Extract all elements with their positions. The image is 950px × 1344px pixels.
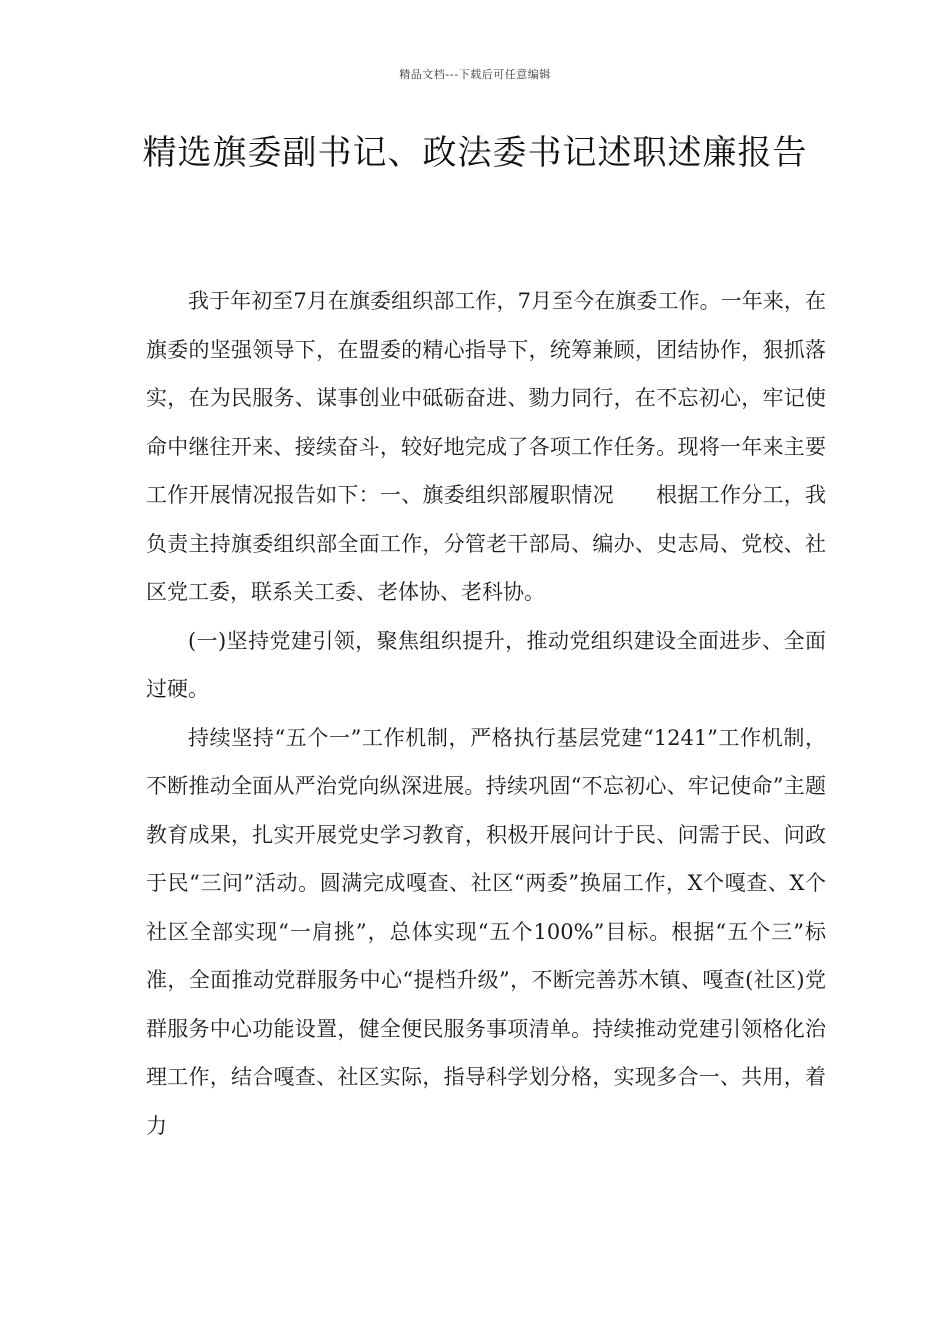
document-body xyxy=(146,277,826,1150)
header-note: 精品文档---下载后可任意编辑 xyxy=(399,68,551,81)
paragraph-1 xyxy=(146,277,826,617)
paragraph-2: (一)坚持党建引领，聚焦组织提升，推动党组织建设全面进步、全面过硬。 xyxy=(146,628,826,701)
paragraph-1-text: 我于年初至7月在旗委组织部工作，7月至今在旗委工作。一年来，在旗委的坚强领导下，在盟委的精心指导下，统筹兼顾，团结协作，狠抓落实，在为民服务、谋事创业中砥砺奋进、勠力同行，在不忘初心，牢记使命中继往开来、接续奋斗，较好地完成了各项工作任务。现将一年来主要工作开展情况报告如下：一、旗委组织部履职情况 xyxy=(146,289,826,507)
document-title: 精选旗委副书记、政法委书记述职述廉报告 xyxy=(142,133,808,173)
paragraph-1-continued: 根据工作分工，我负责主持旗委组织部全面工作，分管老干部局、编办、史志局、党校、社区党工委，联系关工委、老体协、老科协。 xyxy=(146,483,827,604)
paragraph-3: 持续坚持“五个一”工作机制，严格执行基层党建“1241”工作机制，不断推动全面从严治党向纵深进展。持续巩固“不忘初心、牢记使命”主题教育成果，扎实开展党史学习教育，积极开展问计于民、问需于民、问政于民“三问”活动。圆满完成嘎查、社区“两委”换届工作，X个嘎查、X个社区全部实现“一肩挑”，总体实现“五个100%”目标。根据“五个三”标准，全面推动党群服务中心“提档升级”，不断完善苏木镇、嘎查(社区)党群服务中心功能设置，健全便民服务事项清单。持续推动党建引领格化治理工作，结合嘎查、社区实际，指导科学划分格，实现多合一、共用，着力 xyxy=(146,725,826,1138)
